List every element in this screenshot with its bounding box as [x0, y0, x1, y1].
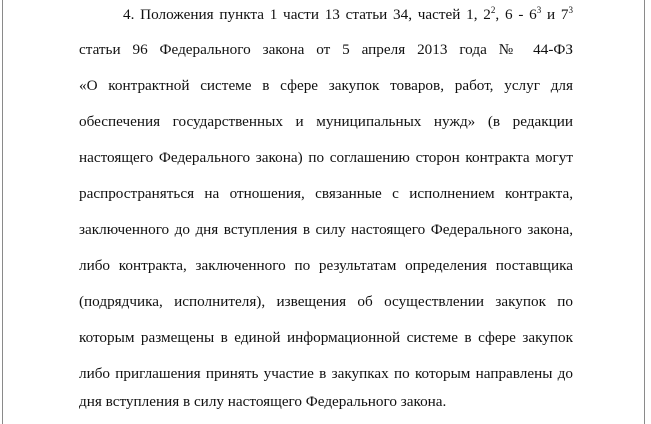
- paragraph-line-4: обеспечения государственных и муниципальных нужд» (в редакции: [79, 113, 573, 130]
- paragraph-line-10: которым размещены в единой информационной системе в сфере закупок: [79, 329, 573, 346]
- superscript-2: 3: [536, 5, 542, 15]
- paragraph-line-5: настоящего Федерального закона) по соглашению сторон контракта могут: [79, 149, 573, 166]
- paragraph-line-1: [123, 6, 573, 24]
- paragraph-line-7: заключенного до дня вступления в силу настоящего Федерального закона,: [79, 221, 573, 238]
- line-1-mid-2: и 7: [541, 6, 569, 23]
- page-right-border: [644, 0, 645, 424]
- superscript-1: 2: [490, 5, 496, 15]
- superscript-3: 3: [568, 5, 573, 15]
- paragraph-line-2: статьи 96 Федерального закона от 5 апреля 2013 года № 44-ФЗ: [79, 41, 573, 58]
- page-left-border: [2, 0, 3, 424]
- paragraph-line-11: либо приглашения принять участие в закупках по которым направлены до: [79, 365, 573, 382]
- paragraph-line-12: дня вступления в силу настоящего Федерального закона.: [79, 393, 447, 410]
- paragraph-line-6: распространяться на отношения, связанные с исполнением контракта,: [79, 185, 573, 202]
- line-1-mid-1: , 6 - 6: [495, 6, 537, 23]
- paragraph-line-8: либо контракта, заключенного по результатам определения поставщика: [79, 257, 573, 274]
- paragraph-line-9: (подрядчика, исполнителя), извещения об осуществлении закупок по: [79, 293, 573, 310]
- paragraph-line-3: «О контрактной системе в сфере закупок товаров, работ, услуг для: [79, 77, 573, 94]
- line-1-lead: 4. Положения пункта 1 части 13 статьи 34, частей 1, 2: [123, 6, 491, 23]
